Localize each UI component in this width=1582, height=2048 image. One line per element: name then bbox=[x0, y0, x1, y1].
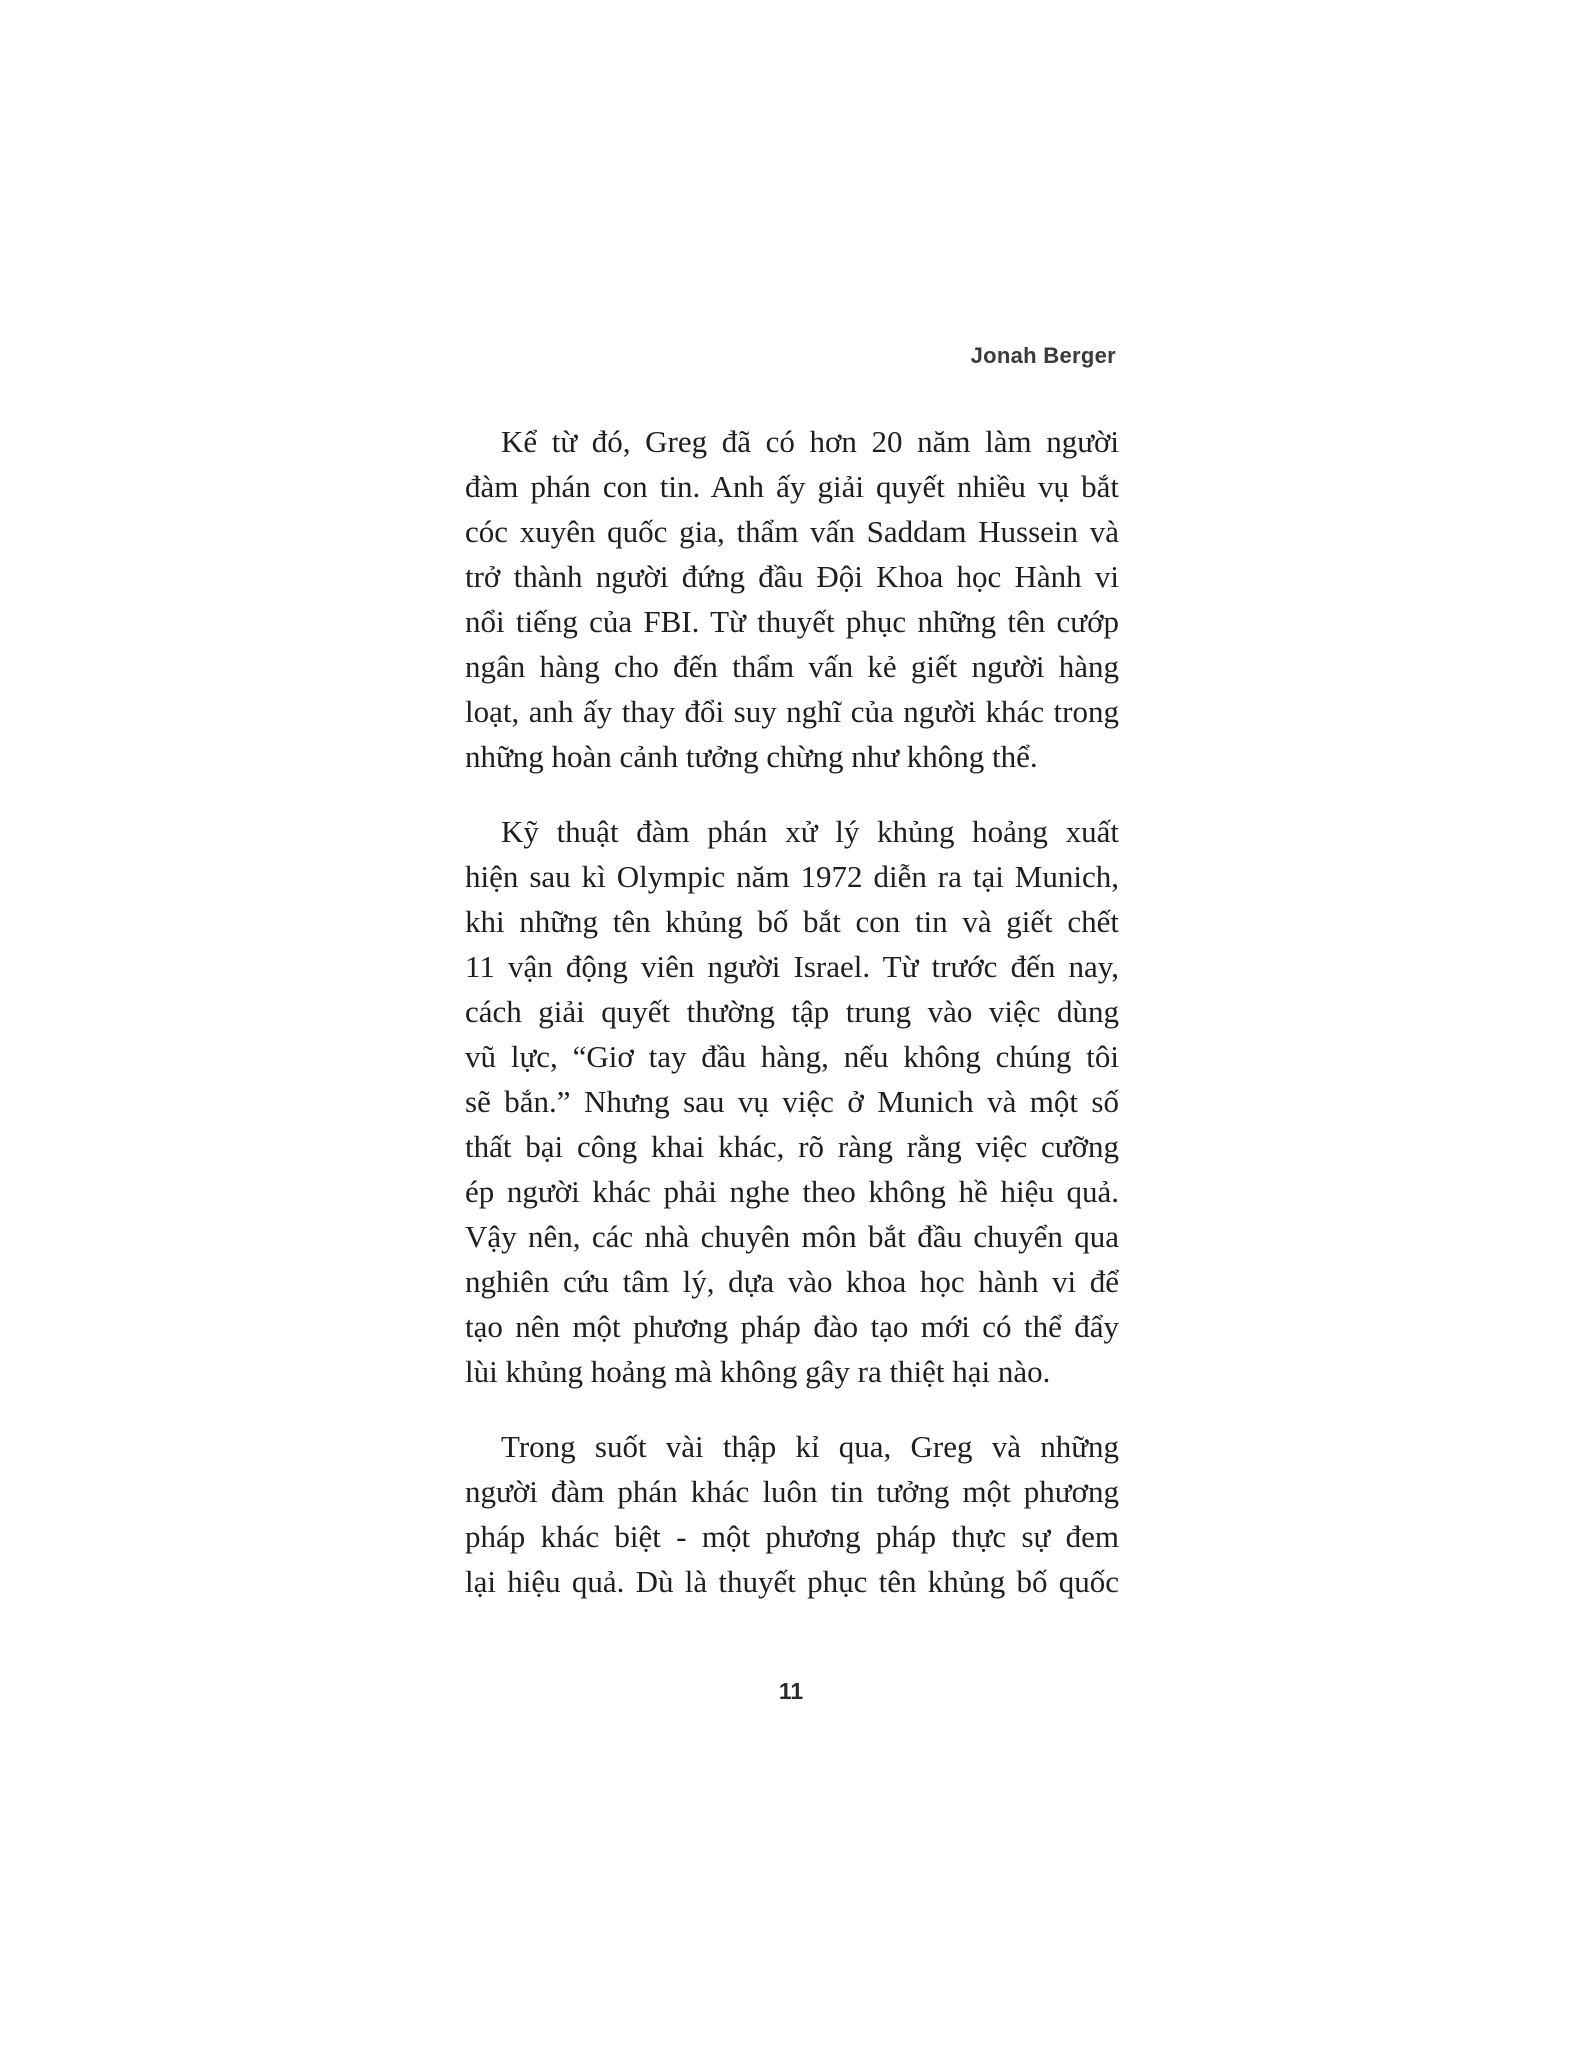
text-line: tạo nên một phương pháp đào tạo mới có thể đẩy bbox=[465, 1309, 1119, 1344]
text-line: Trong suốt vài thập kỉ qua, Greg và những bbox=[501, 1429, 1119, 1464]
text-line: khi những tên khủng bố bắt con tin và giết chết bbox=[465, 904, 1119, 939]
running-head-author: Jonah Berger bbox=[970, 343, 1116, 368]
paragraph bbox=[465, 419, 1119, 779]
text-line: nổi tiếng của FBI. Từ thuyết phục những tên cướp bbox=[465, 604, 1119, 639]
text-line: pháp khác biệt - một phương pháp thực sự đem bbox=[465, 1519, 1119, 1554]
text-line: vũ lực, “Giơ tay đầu hàng, nếu không chúng tôi bbox=[465, 1039, 1119, 1074]
text-line: những hoàn cảnh tưởng chừng như không thể. bbox=[465, 739, 1038, 774]
text-line: cách giải quyết thường tập trung vào việc dùng bbox=[465, 994, 1119, 1029]
text-line: lùi khủng hoảng mà không gây ra thiệt hại nào. bbox=[465, 1354, 1051, 1389]
paragraph bbox=[465, 809, 1119, 1394]
body-text bbox=[465, 419, 1119, 1634]
text-line: lại hiệu quả. Dù là thuyết phục tên khủng bố quốc bbox=[465, 1564, 1119, 1599]
text-line: ngân hàng cho đến thẩm vấn kẻ giết người hàng bbox=[465, 649, 1119, 684]
text-line: thất bại công khai khác, rõ ràng rằng việc cưỡng bbox=[465, 1129, 1119, 1164]
text-line: ép người khác phải nghe theo không hề hiệu quả. bbox=[465, 1174, 1119, 1209]
text-line: trở thành người đứng đầu Đội Khoa học Hành vi bbox=[465, 559, 1119, 594]
text-line: Vậy nên, các nhà chuyên môn bắt đầu chuyển qua bbox=[465, 1219, 1119, 1254]
page-number: 11 bbox=[778, 1678, 804, 1704]
text-line: loạt, anh ấy thay đổi suy nghĩ của người khác trong bbox=[465, 694, 1119, 729]
text-line: đàm phán con tin. Anh ấy giải quyết nhiều vụ bắt bbox=[465, 469, 1119, 504]
paragraph bbox=[465, 1424, 1119, 1604]
text-line: Kỹ thuật đàm phán xử lý khủng hoảng xuất bbox=[501, 814, 1119, 849]
text-line: nghiên cứu tâm lý, dựa vào khoa học hành vi để bbox=[465, 1264, 1119, 1299]
text-line: người đàm phán khác luôn tin tưởng một phương bbox=[465, 1474, 1119, 1509]
text-line: 11 vận động viên người Israel. Từ trước đến nay, bbox=[465, 949, 1119, 984]
text-line: cóc xuyên quốc gia, thẩm vấn Saddam Hussein và bbox=[465, 514, 1119, 549]
text-line: Kể từ đó, Greg đã có hơn 20 năm làm người bbox=[501, 424, 1119, 459]
text-line: hiện sau kì Olympic năm 1972 diễn ra tại Munich, bbox=[465, 859, 1119, 894]
text-line: sẽ bắn.” Nhưng sau vụ việc ở Munich và một số bbox=[465, 1084, 1119, 1119]
